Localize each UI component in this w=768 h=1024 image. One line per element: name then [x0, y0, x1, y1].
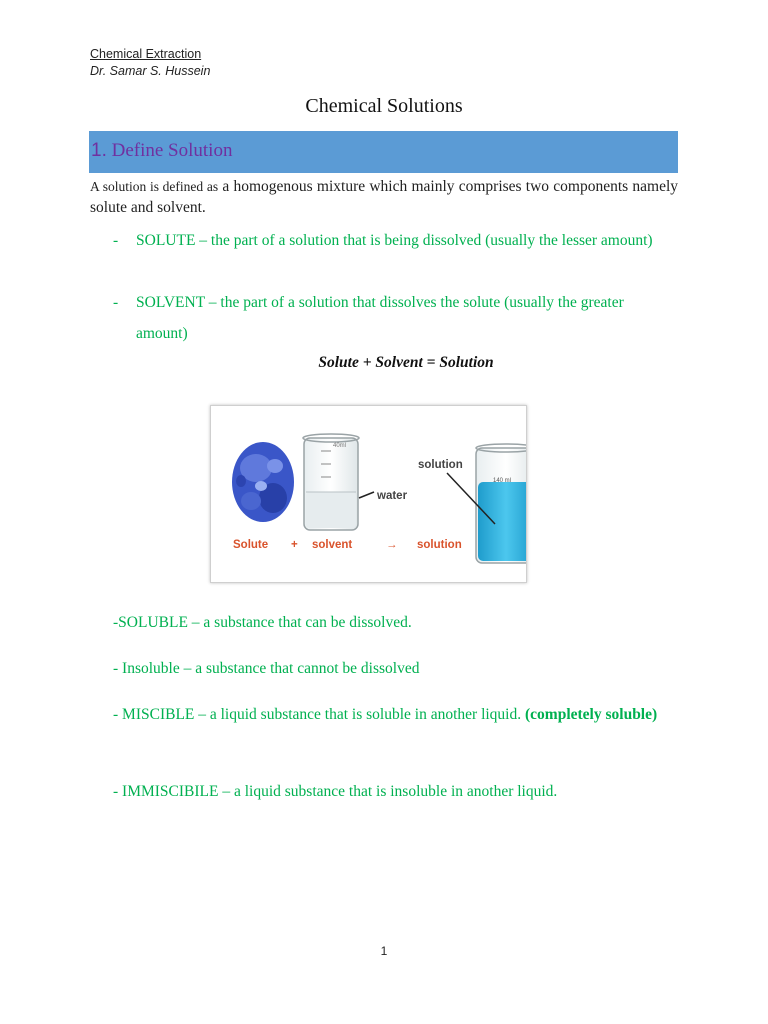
beaker2-mark: 140 ml [493, 478, 512, 484]
figure-plus-label: + [291, 539, 298, 551]
beaker1-mark: 40ml [333, 443, 347, 449]
water-beaker [303, 434, 359, 530]
section-number: 1. [91, 140, 107, 161]
term-insoluble [113, 654, 678, 684]
bullet-dash: - [113, 294, 119, 311]
solution-top-label: solution [418, 459, 463, 471]
solution-beaker [476, 444, 526, 563]
page-number: 1 [380, 944, 388, 958]
solution-illustration [211, 406, 526, 582]
water-pointer [359, 492, 374, 498]
term-text: -SOLUBLE – a substance that can be dissolved. [113, 614, 412, 631]
header-course: Chemical Extraction [90, 47, 202, 61]
term-bold: (completely soluble) [525, 706, 658, 723]
term-immiscible [113, 777, 678, 807]
bullet-text: SOLVENT – the part of a solution that dissolves the solute (usually the greater amount) [136, 294, 624, 342]
term-text: - MISCIBLE – a liquid substance that is soluble in another liquid. [113, 706, 525, 723]
page-title: Chemical Solutions [305, 95, 463, 117]
section-title: Define Solution [111, 140, 233, 161]
term-miscible [113, 700, 678, 730]
bullet-solvent [113, 287, 673, 349]
crystals-image [232, 442, 294, 522]
intro-part-1: A solution is defined as [90, 179, 219, 194]
term-text: - Insoluble – a substance that cannot be dissolved [113, 660, 420, 677]
solution-equation: Solute + Solvent = Solution [318, 354, 494, 371]
figure-solute-label: Solute [233, 539, 269, 551]
figure-solvent-label: solvent [312, 539, 353, 551]
intro-paragraph [90, 176, 678, 218]
bullet-dash: - [113, 232, 119, 249]
bullet-text: SOLUTE – the part of a solution that is being dissolved (usually the lesser amount) [136, 232, 653, 249]
bullet-solute [113, 225, 673, 256]
water-label: water [377, 490, 408, 502]
section-heading [91, 140, 232, 162]
term-text: - IMMISCIBILE – a liquid substance that is insoluble in another liquid. [113, 783, 558, 800]
header-author: Dr. Samar S. Hussein [90, 64, 211, 78]
intro-part-2: a homogenous mixture which mainly comprises two components namely solute and solvent. [90, 178, 679, 216]
figure-arrow-label: → [386, 539, 398, 551]
solution-figure [210, 405, 527, 583]
term-soluble [113, 608, 678, 638]
figure-solution-label: solution [417, 539, 462, 551]
